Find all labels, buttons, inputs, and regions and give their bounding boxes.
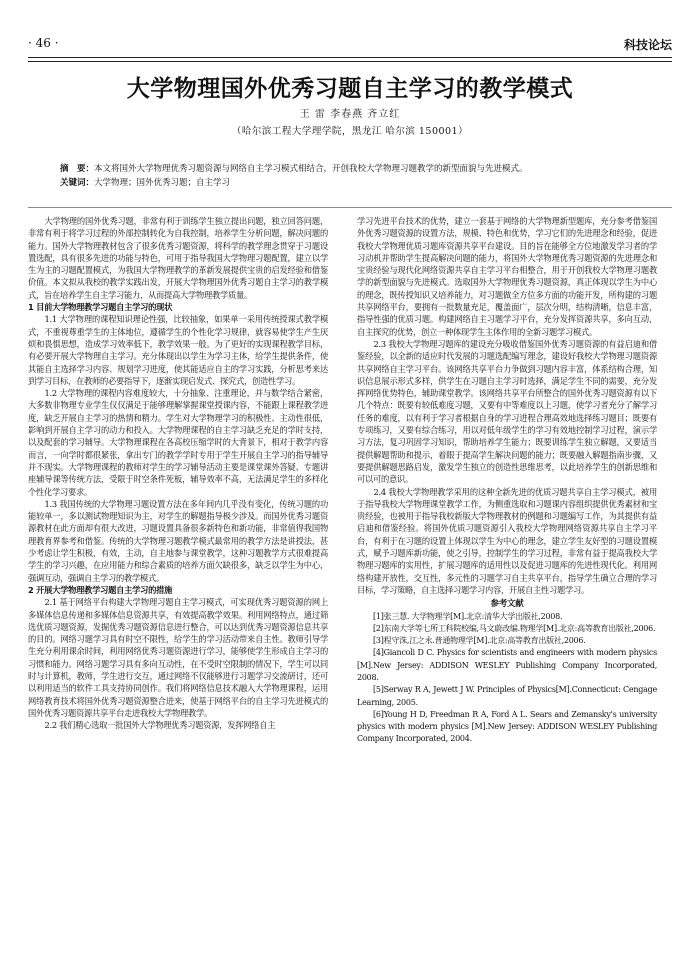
body-paragraph: 1.3 我国传统的大学物理习题设置方法在多年间内几乎没有变化，传统习题的功能较单一，多以测试物理知识为主，对学生的解题指导极少涉及。而国外优秀习题资源教材在此方面却有很大改进，习题设置具备很多新特色和新功能，非常值得我国物理教育界参考和借鉴。传统的大学物理习题教学模式最常用的教学方法是讲授法，甚少考虑让学生积极，有效，主动，自主地参与课堂教学，这种习题教学方式很难提高学生的学习兴趣，在应用能力和综合素质的培养方面欠缺很多，缺乏以学生为中心，强调互动，强调自主学习的教学模式。 (28, 498, 328, 583)
reference-item: [1]张三慧. 大学物理学[M].北京:清华大学出版社,2008. (373, 611, 563, 621)
reference-item: [3]程守洙,江之永.普通物理学[M].北京:高等教育出版社,2006. (373, 636, 586, 646)
authors: 王 雷 李春燕 齐立红 (299, 109, 401, 120)
reference-item: [5]Serway R A, Jewett J W. Principles of Physics[M].Connecticut: Cengage Learning, 2005. (357, 685, 657, 707)
header-rule-thick (28, 57, 672, 58)
reference-item: [2]东南大学等七所工科院校编,马文蔚改编.物理学[M].北京:高等教育出版社,2006. (373, 623, 656, 633)
affiliation: （哈尔滨工程大学理学院，黑龙江 哈尔滨 150001） (231, 126, 469, 137)
page-header (28, 36, 672, 54)
right-column (357, 215, 657, 746)
abstract-text: 本文将国外大学物理优秀习题资源与网络自主学习模式相结合，开创我校大学物理习题教学的新型面貌与先进模式。 (94, 164, 528, 174)
section-heading: 1 目前大学物理教学习题自主学习的现状 (28, 302, 173, 313)
body-paragraph: 2.4 我校大学物理教学采用的这种全新先进的优质习题共享自主学习模式，被用于指导我校大学物理课堂教学工作，为侧重选取和习题课内容组织提供优秀素材和宝贵经验，也被用于指导我校新版大学物理教材的例题和习题编写工作，为其提供有益启迪和借鉴经验。将国外优质习题资源引入我校大学物理网络资源共享自主学习平台，有利于在习题的设置上体现以学生为中心的理念，建立学生友好型的习题设置模式，赋予习题库新功能，使之引导，控制学生的学习过程，非常有益于提高我校大学物理习题库的实用性，扩展习题库的适用性以及促进习题库的先进性现代化。利用网络构建开放性，交互性，多元性的习题学习自主共享平台，指导学生确立合理的学习目标，学习策略，自主选择习题学习内容，开展自主性习题学习。 (357, 486, 657, 595)
abstract-block (60, 162, 660, 190)
abstract (60, 162, 660, 176)
left-column (28, 215, 328, 731)
keywords-text: 大学物理；国外优秀习题；自主学习 (94, 178, 231, 188)
section-label: 科技论坛 (623, 38, 672, 52)
body-paragraph: 2.3 我校大学物理习题库的建设充分吸收借鉴国外优秀习题资源的有益启迪和借鉴经验，以全新的适应时代发展的习题选配编写理念，建设好我校大学物理习题资源共享网络自主学习平台。该网络共享平台力争做到习题内容丰富，体系结构合理，知识信息展示形式多样，供学生在习题自主学习时选择，满足学生不同的需要，充分发挥网络优势特色，辅助课堂教学。该网络共享平台所整合的国外优秀习题资源有以下几个特点：既要有较低难度习题，又要有中等难度以上习题，使学习者充分了解学习任务的难度，以有利于学习者根据自身的学习进程合理高效地选择练习题目；既要有专项练习，又要有综合练习，用以对低年级学生的学习有效地控制学习过程，演示学习方法，复习巩固学习知识，帮助培养学生能力；既要训练学生独立解题，又要适当提供解题帮助和提示，着眼于提高学生解决问题的能力；既要融入解题指南步骤，又要提供解题思路启发，激发学生独立的创造性思维思考，以此培养学生的创新思维和可以可的意识。 (357, 338, 657, 485)
page-number: · 46 · (28, 36, 59, 50)
body-paragraph: 学习先进平台技术的优势，建立一套基于网络的大学物理新型题库，充分参考借鉴国外优秀习题资源的设置方法，规模、特色和优势，学习它们的先进理念和经验，促进我校大学物理优质习题库资源共享平台建设。目的旨在能够全方位地激发学习者的学习动机并帮助学生提高解决问题的能力，将国外大学物理优秀习题资源的先进理念和宝贵经验与现代化网络资源共享自主学习平台相整合，用于开创我校大学物理习题教学的新型面貌与先进模式。选取国外大学物理优秀习题资源，真正体现以学生为中心的理念，既传授知识又培养能力，对习题做全方位多方面的功能开发，所构建的习题共享网络平台，要拥有一批数量充足，覆盖面广，层次分明，结构清晰，信息丰富，指导性强的优质习题。构建网络自主习题学习平台，充分发挥资源共享，多向互动，自主探究的优势，创立一种体现学生主体作用的全新习题学习模式。 (357, 216, 657, 337)
keywords (60, 176, 660, 190)
body-paragraph: 1.2 大学物理的课程内容难度较大，十分抽象、注重理论，并与数学结合紧密，大多数非物理专业学生仅仅满足于能够理解掌握课堂授课内容，不能跟上课程教学进度，缺乏开展自主学习的热情和精力。学生对大学物理学习的积极性、主动性很低，影响到开展自主学习的动力和投入。大学物理课程的自主学习缺乏充足的学时支持，以及配套的学习辅导。大学物理课程在各高校压缩学时的大背景下，相对于教学内容而言，一向学时都很紧张，拿出专门的教学学时专用于学生开展自主学习的指导辅导并不现实。大学物理课程的教师对学生的学习辅导活动主要是课堂课外答疑、专题讲座辅导课等传统方法，受限于时空条件死板，辅导效率不高，无法满足学生的多样化个性化学习要求。 (28, 388, 328, 497)
body-paragraph: 大学物理的国外优秀习题，非常有利于训练学生独立提出问题，独立回答问题，非常有利于将学习过程的外部控制转化为自我控制，培养学生分析问题，解决问题的能力。国外大学物理教材包含了很多优秀习题资源，将科学的教学理念贯穿于习题设置选配，具有很多先进的功能与特色，可用于指导我国大学物理习题配置，建立以学生为主的习题配置模式，为我国大学物理教学的革新发展提供宝贵的启发经验和借鉴价值。本文拟从我校的教学实践出发，开展大学物理国外优秀习题自主学习的教学模式，旨在培养学生自主学习能力，从而提高大学物理教学质量。 (28, 216, 328, 300)
header-rule-thin (28, 61, 672, 62)
reference-item: [6]Young H D, Freedman R A, Ford A L. Sears and Zemansky's university physics with modern physics [M].New Jersey: ADDISON WESLEY Publishing Company Incorporated, 2004. (357, 709, 657, 744)
article-title: 大学物理国外优秀习题自主学习的教学模式 (126, 76, 574, 102)
body-paragraph: 2.1 基于网络平台构建大学物理习题自主学习模式，可实现优秀习题资源的网上多媒体信息传递和多媒体信息资源共享，有效提高教学效果。利用网络特点，通过筛选优质习题资源，发掘优秀习题资源信息进行整合，可以达到优秀习题资源信息共享的目的。网络习题学习具有时空不限性，给学生的学习活动带来自主性。教师引导学生充分利用课余时间，利用网络优秀习题资源进行学习，能够使学生形成自主学习的习惯和能力。网络习题学习具有多向互动性，在不受时空限制的情况下，学生可以同时与计算机，教师，学生进行交互，通过网络不仅能够进行习题学习交流研讨，还可以利用适当的软件工具支持协同创作。我们将网络信息技术融入大学物理课程，运用网络教育技术将国外优秀习题资源整合进来，使基于网络平台的自主学习先进模式的国外优秀习题资源共享平台走进我校大学物理教学。 (28, 597, 328, 718)
abstract-rule (28, 207, 672, 208)
body-paragraph: 1.1 大学物理的课程知识理论性强，比较抽象，如果单一采用传统授课式教学模式，不重视尊重学生的主体地位，遵循学生的个性化学习规律，就容易使学生产生厌烦和畏惧思想，造成学习效率低下，教学效果一般。为了更好的实现课程教学目标，有必要开展大学物理自主学习。充分体现出以学生为学习主体，给学生提供条件，使其能自主选择学习内容、规划学习进度，使其能适应自主的学习实践，分析思考来达到学习目标，在教师的必要指导下，逐渐实现启发式、探究式，创造性学习。 (28, 314, 328, 386)
section-heading: 2 开展大学物理教学习题自主学习的措施 (28, 584, 173, 595)
reference-item: [4]Giancoli D C. Physics for scientists and engineers with modern physics [M].New Jersey: ADDISON WESLEY Publishing Company Incorporated, 2008. (357, 648, 657, 682)
keywords-label: 关键词： (60, 178, 95, 188)
body-paragraph: 2.2 我们精心选取一批国外大学物理优秀习题资源，发挥网络自主 (44, 720, 276, 731)
abstract-label: 摘 要： (60, 164, 95, 174)
references-heading: 参考文献 (490, 599, 524, 610)
